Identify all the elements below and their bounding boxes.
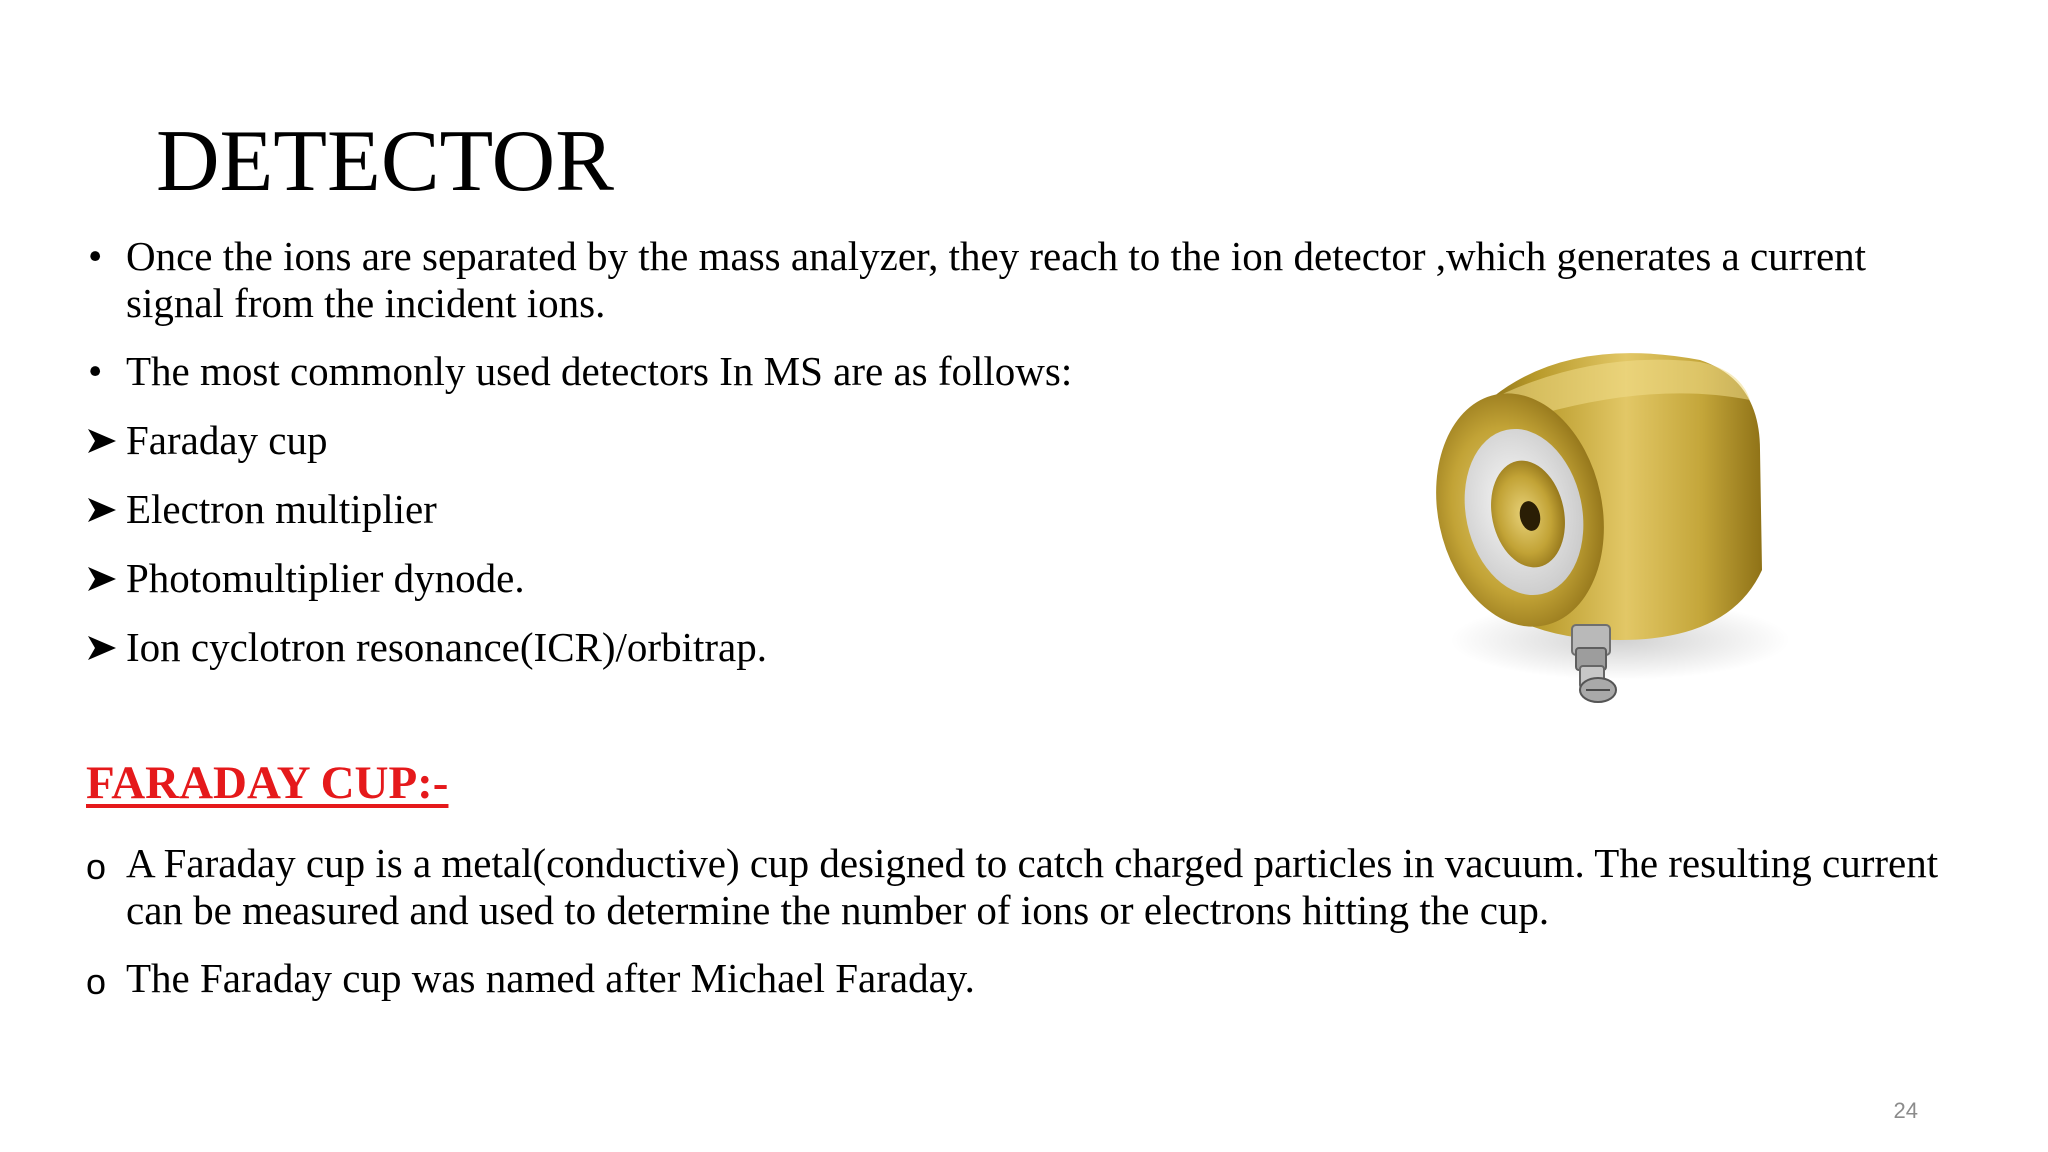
page-number: 24 [1893, 1098, 1918, 1123]
bullet-item-2 [86, 348, 1072, 395]
detector-type-text-2: Electron multiplier [126, 486, 437, 532]
faraday-point-1 [86, 840, 1966, 934]
section-heading: FARADAY CUP:- [86, 757, 449, 809]
detector-type-text-3: Photomultiplier dynode. [126, 555, 525, 601]
detector-type-text-1: Faraday cup [126, 417, 328, 463]
arrow-bullet-icon [86, 486, 126, 524]
bullet-dot-icon: • [88, 348, 103, 394]
bullet-text-2: The most commonly used detectors In MS are as follows: [126, 348, 1073, 394]
detector-type-item-2 [86, 486, 437, 533]
bullet-item-1 [86, 233, 1966, 327]
detector-type-item-1 [86, 417, 328, 464]
circle-bullet-icon: o [86, 846, 107, 887]
faraday-point-text-1: A Faraday cup is a metal(conductive) cup designed to catch charged particles in vacuum. The resulting current can be measured and used to determine the number of ions or electrons hitting the cup. [126, 840, 1939, 933]
slide-title: DETECTOR [156, 113, 614, 210]
detector-type-text-4: Ion cyclotron resonance(ICR)/orbitrap. [126, 624, 767, 670]
faraday-cup-image [1400, 340, 1800, 740]
detector-type-item-4 [86, 624, 767, 671]
detector-type-item-3 [86, 555, 525, 602]
circle-bullet-icon: o [86, 961, 107, 1002]
bullet-dot-icon: • [88, 233, 103, 279]
arrow-bullet-icon [86, 624, 126, 662]
faraday-cup-illustration [1400, 340, 1800, 740]
arrow-bullet-icon [86, 417, 126, 455]
bullet-text-1: Once the ions are separated by the mass analyzer, they reach to the ion detector ,which generates a current signal from the incident ions. [126, 233, 1867, 326]
faraday-point-text-2: The Faraday cup was named after Michael Faraday. [126, 955, 975, 1001]
faraday-point-2 [86, 955, 975, 1005]
arrow-bullet-icon [86, 555, 126, 593]
